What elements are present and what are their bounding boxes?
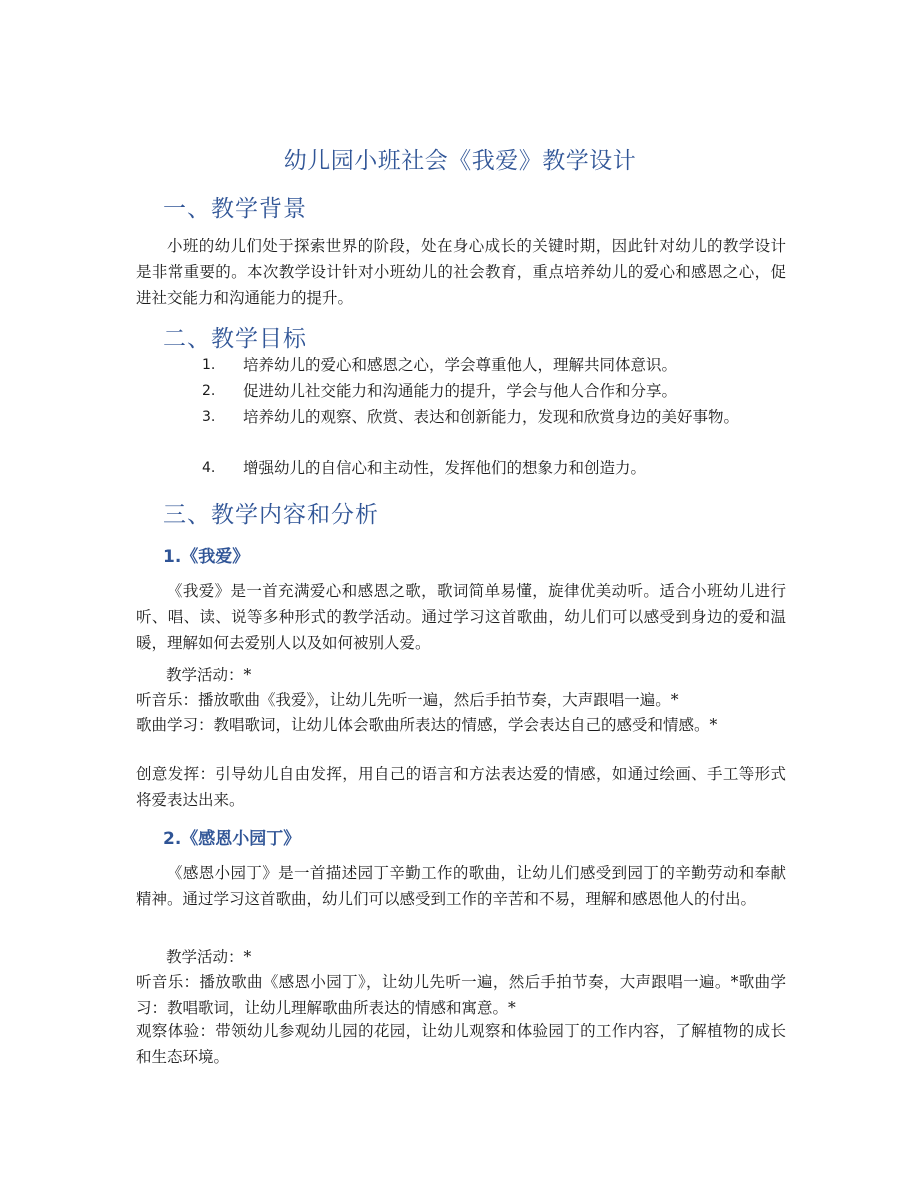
subsection-paragraph-gardener: 《感恩小园丁》是一首描述园丁辛勤工作的歌曲，让幼儿们感受到园丁的辛勤劳动和奉献精神。通过学习这首歌曲，幼儿们可以感受到工作的辛苦和不易，理解和感恩他人的付出。 (136, 864, 786, 908)
list-item-text: 培养幼儿的爱心和感恩之心，学会尊重他人，理解共同体意识。 (243, 356, 678, 374)
activity-line: 歌曲学习：教唱歌词，让幼儿体会歌曲所表达的情感，学会表达自己的感受和情感。* (136, 716, 718, 734)
activity-line: 听音乐：播放歌曲《我爱》，让幼儿先听一遍，然后手拍节奏，大声跟唱一遍。* (136, 691, 679, 709)
list-item-number: 2. (202, 383, 216, 399)
subsection-heading-wo-ai: 1.《我爱》 (163, 547, 250, 567)
activity-line: 听音乐：播放歌曲《感恩小园丁》，让幼儿先听一遍，然后手拍节奏，大声跟唱一遍。*歌曲学习：教唱歌词，让幼儿理解歌曲所表达的情感和寓意。* (136, 973, 786, 1017)
list-item-text: 促进幼儿社交能力和沟通能力的提升，学会与他人合作和分享。 (243, 382, 678, 400)
list-item-number: 4. (202, 460, 216, 476)
list-item (166, 378, 786, 404)
activity-line: 观察体验：带领幼儿参观幼儿园的花园，让幼儿观察和体验园丁的工作内容，了解植物的成长和生态环境。 (136, 1022, 786, 1066)
list-item-text: 增强幼儿的自信心和主动性，发挥他们的想象力和创造力。 (243, 459, 647, 477)
list-item (166, 404, 786, 430)
subsection-paragraph-wo-ai: 《我爱》是一首充满爱心和感恩之歌，歌词简单易懂，旋律优美动听。适合小班幼儿进行听、唱、读、说等多种形式的教学活动。通过学习这首歌曲，幼儿们可以感受到身边的爱和温暖，理解如何去爱别人以及如何被别人爱。 (136, 582, 786, 652)
section-heading-background: 一、教学背景 (163, 196, 307, 222)
document-title: 幼儿园小班社会《我爱》教学设计 (283, 148, 637, 174)
list-item (166, 455, 786, 481)
activity-label: 教学活动：* (166, 666, 252, 684)
subsection-heading-gardener: 2.《感恩小园丁》 (163, 829, 301, 849)
list-item (166, 352, 786, 378)
list-item-number: 3. (202, 409, 216, 425)
section-heading-objectives: 二、教学目标 (163, 326, 307, 352)
activity-line: 创意发挥：引导幼儿自由发挥，用自己的语言和方法表达爱的情感，如通过绘画、手工等形式将爱表达出来。 (136, 765, 786, 809)
section-heading-content: 三、教学内容和分析 (163, 502, 379, 528)
list-item-number: 1. (202, 357, 216, 373)
list-item-text: 培养幼儿的观察、欣赏、表达和创新能力，发现和欣赏身边的美好事物。 (243, 408, 740, 426)
section-paragraph-background: 小班的幼儿们处于探索世界的阶段，处在身心成长的关键时期，因此针对幼儿的教学设计是非常重要的。本次教学设计针对小班幼儿的社会教育，重点培养幼儿的爱心和感恩之心，促进社交能力和沟通能力的提升。 (136, 237, 786, 307)
activity-label: 教学活动：* (166, 948, 252, 966)
